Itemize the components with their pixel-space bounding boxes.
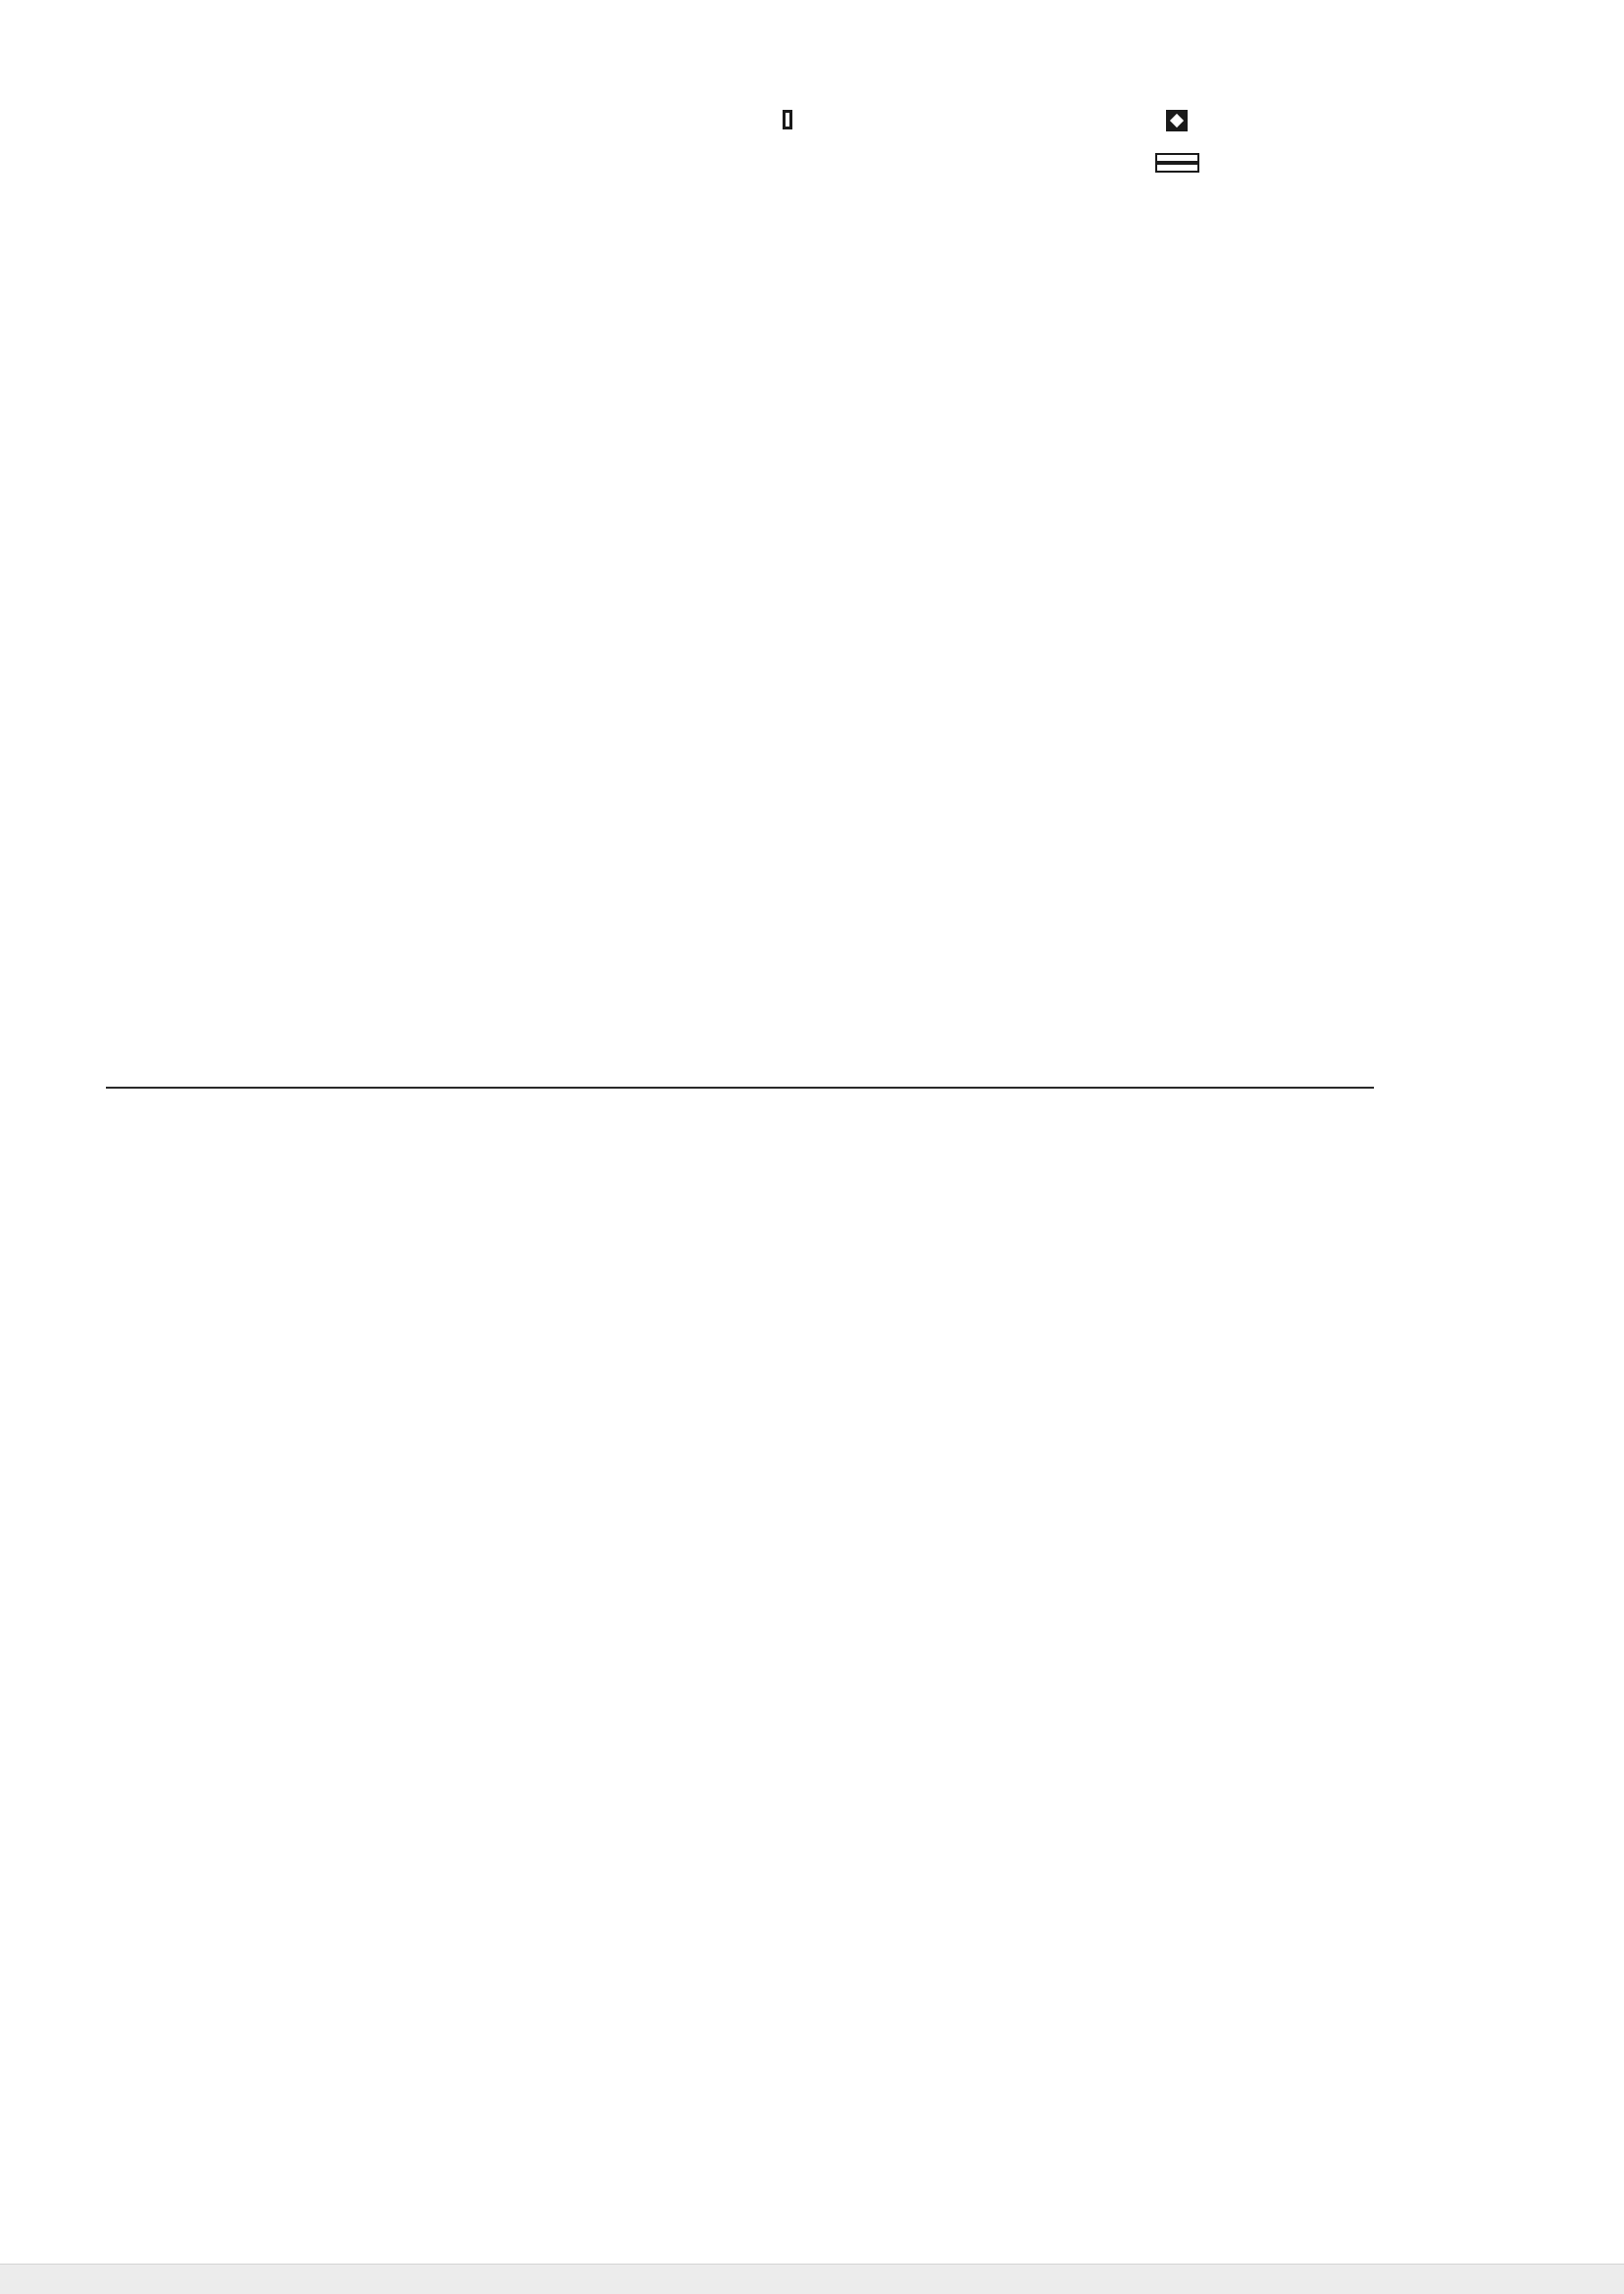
scan-page-edge — [0, 2264, 1624, 2294]
upper-text-block — [666, 110, 1298, 1051]
passage-1-heading — [783, 110, 792, 129]
instruction-line-1 — [1152, 110, 1201, 1051]
term-passage-1 — [1155, 153, 1199, 163]
passage-heading — [763, 110, 812, 1051]
diamond-bullet-icon — [1166, 110, 1188, 131]
source-caption — [157, 2156, 194, 2196]
term-passage-2 — [1155, 163, 1199, 173]
section-divider — [106, 1087, 1374, 1089]
lower-text-block — [1272, 1128, 1369, 2099]
